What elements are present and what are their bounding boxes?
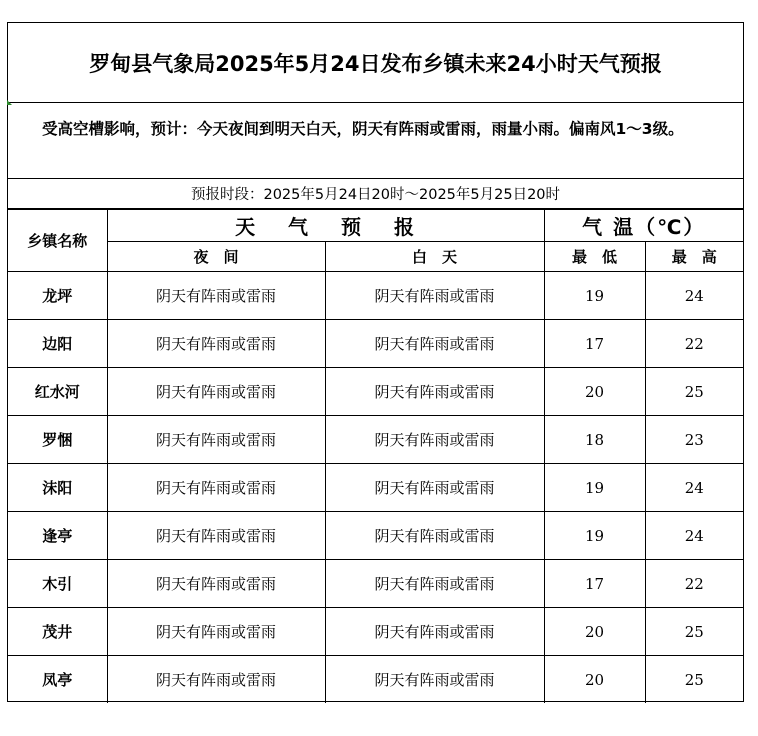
town-cell: 红水河 [8,368,107,416]
night-weather-cell: 阴天有阵雨或雷雨 [107,464,325,512]
day-weather-cell: 阴天有阵雨或雷雨 [325,416,544,464]
max-temp-cell: 24 [645,272,743,320]
day-weather-cell: 阴天有阵雨或雷雨 [325,608,544,656]
day-weather-cell: 阴天有阵雨或雷雨 [325,560,544,608]
day-weather-cell: 阴天有阵雨或雷雨 [325,320,544,368]
header-min: 最 低 [544,242,645,272]
min-temp-cell: 20 [544,656,645,704]
night-weather-cell: 阴天有阵雨或雷雨 [107,608,325,656]
min-temp-cell: 19 [544,272,645,320]
table-row [8,512,743,560]
day-weather-cell: 阴天有阵雨或雷雨 [325,656,544,704]
max-temp-cell: 25 [645,656,743,704]
min-temp-cell: 17 [544,320,645,368]
forecast-table [8,209,743,703]
night-weather-cell: 阴天有阵雨或雷雨 [107,512,325,560]
table-row [8,656,743,704]
max-temp-cell: 25 [645,368,743,416]
town-cell: 木引 [8,560,107,608]
night-weather-cell: 阴天有阵雨或雷雨 [107,560,325,608]
table-row [8,368,743,416]
max-temp-cell: 22 [645,560,743,608]
min-temp-cell: 19 [544,464,645,512]
town-cell: 沫阳 [8,464,107,512]
day-weather-cell: 阴天有阵雨或雷雨 [325,512,544,560]
table-row [8,464,743,512]
table-row [8,608,743,656]
town-cell: 茂井 [8,608,107,656]
header-temperature: 气 温（℃） [544,210,743,242]
town-cell: 逢亭 [8,512,107,560]
table-row [8,320,743,368]
table-row [8,560,743,608]
min-temp-cell: 17 [544,560,645,608]
min-temp-cell: 19 [544,512,645,560]
header-day: 白 天 [325,242,544,272]
night-weather-cell: 阴天有阵雨或雷雨 [107,368,325,416]
max-temp-cell: 24 [645,464,743,512]
town-cell: 罗悃 [8,416,107,464]
min-temp-cell: 20 [544,608,645,656]
max-temp-cell: 22 [645,320,743,368]
forecast-period: 预报时段：2025年5月24日20时～2025年5月25日20时 [8,179,743,209]
forecast-sheet [7,22,744,702]
min-temp-cell: 20 [544,368,645,416]
table-row [8,416,743,464]
cell-marker-icon [7,100,12,105]
table-row [8,272,743,320]
header-town: 乡镇名称 [8,210,107,272]
forecast-summary: 受高空槽影响，预计：今天夜间到明天白天，阴天有阵雨或雷雨，雨量小雨。偏南风1～3级。 [8,103,743,179]
header-night: 夜 间 [107,242,325,272]
night-weather-cell: 阴天有阵雨或雷雨 [107,656,325,704]
night-weather-cell: 阴天有阵雨或雷雨 [107,416,325,464]
town-cell: 龙坪 [8,272,107,320]
max-temp-cell: 23 [645,416,743,464]
min-temp-cell: 18 [544,416,645,464]
day-weather-cell: 阴天有阵雨或雷雨 [325,272,544,320]
max-temp-cell: 25 [645,608,743,656]
header-forecast: 天 气 预 报 [107,210,544,242]
town-cell: 边阳 [8,320,107,368]
night-weather-cell: 阴天有阵雨或雷雨 [107,272,325,320]
header-max: 最 高 [645,242,743,272]
day-weather-cell: 阴天有阵雨或雷雨 [325,464,544,512]
page-title: 罗甸县气象局2025年5月24日发布乡镇未来24小时天气预报 [8,23,743,103]
night-weather-cell: 阴天有阵雨或雷雨 [107,320,325,368]
max-temp-cell: 24 [645,512,743,560]
town-cell: 凤亭 [8,656,107,704]
day-weather-cell: 阴天有阵雨或雷雨 [325,368,544,416]
